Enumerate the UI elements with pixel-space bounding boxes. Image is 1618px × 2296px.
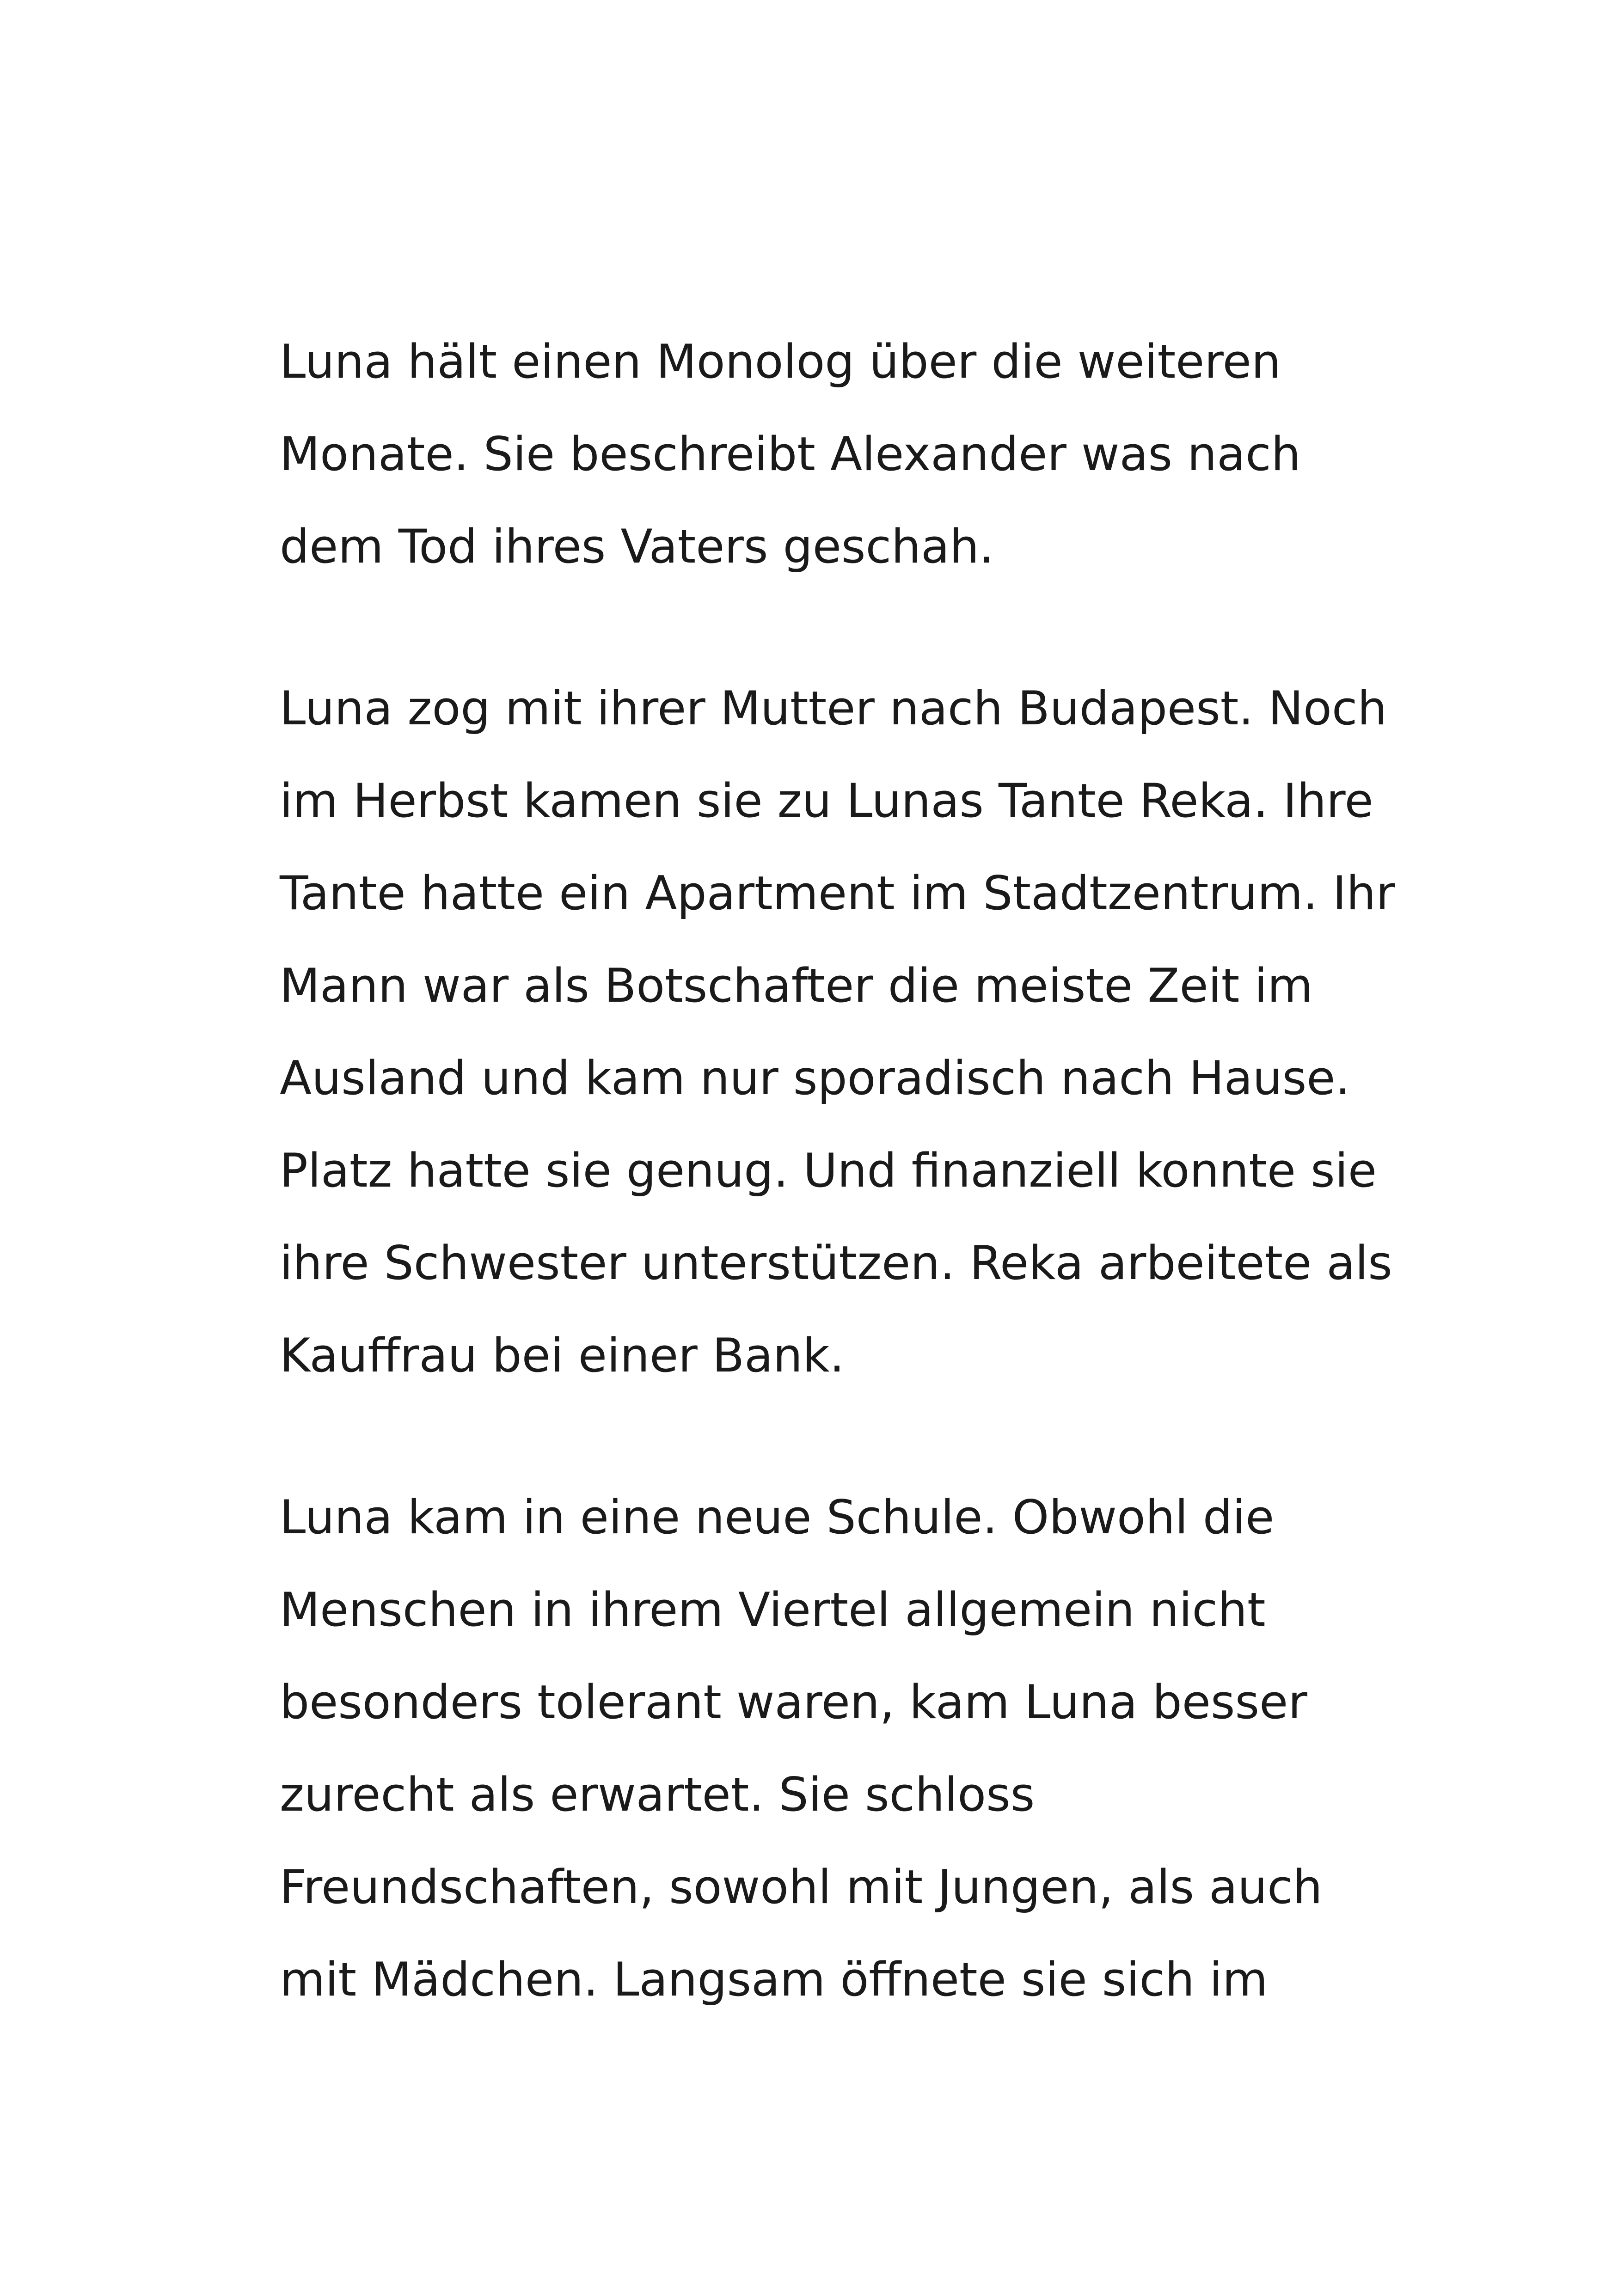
text-line: besonders tolerant waren, kam Luna besser bbox=[280, 1675, 1307, 1729]
text-line: zurecht als erwartet. Sie schloss bbox=[280, 1767, 1035, 1822]
text-line: Monate. Sie beschreibt Alexander was nach bbox=[280, 427, 1301, 481]
paragraph-2 bbox=[280, 662, 1395, 1402]
document-body bbox=[280, 315, 1395, 2026]
text-line: Tante hatte ein Apartment im Stadtzentrum. Ihr bbox=[280, 866, 1395, 920]
text-line: Luna kam in eine neue Schule. Obwohl die bbox=[280, 1490, 1275, 1544]
paragraph-3 bbox=[280, 1471, 1389, 2026]
text-line: dem Tod ihres Vaters geschah. bbox=[280, 519, 994, 574]
text-line: Menschen in ihrem Viertel allgemein nicht bbox=[280, 1582, 1266, 1637]
text-line: Freundschaften, sowohl mit Jungen, als auch bbox=[280, 1860, 1323, 1914]
text-line: Platz hatte sie genug. Und finanziell konnte sie bbox=[280, 1143, 1377, 1198]
text-line: mit Mädchen. Langsam öffnete sie sich im bbox=[280, 1952, 1268, 2007]
text-line: Ausland und kam nur sporadisch nach Hause. bbox=[280, 1051, 1350, 1105]
text-line: Kauffrau bei einer Bank. bbox=[280, 1328, 845, 1383]
text-line: Luna hält einen Monolog über die weiteren bbox=[280, 334, 1281, 389]
text-line: Mann war als Botschafter die meiste Zeit im bbox=[280, 958, 1313, 1013]
paragraph-spacer bbox=[280, 1402, 1389, 1471]
paragraph-1 bbox=[280, 315, 1389, 593]
text-line: Luna zog mit ihrer Mutter nach Budapest. Noch bbox=[280, 681, 1387, 735]
paragraph-spacer bbox=[280, 593, 1389, 662]
text-line: ihre Schwester unterstützen. Reka arbeitete als bbox=[280, 1236, 1392, 1290]
text-line: im Herbst kamen sie zu Lunas Tante Reka. Ihre bbox=[280, 773, 1373, 828]
